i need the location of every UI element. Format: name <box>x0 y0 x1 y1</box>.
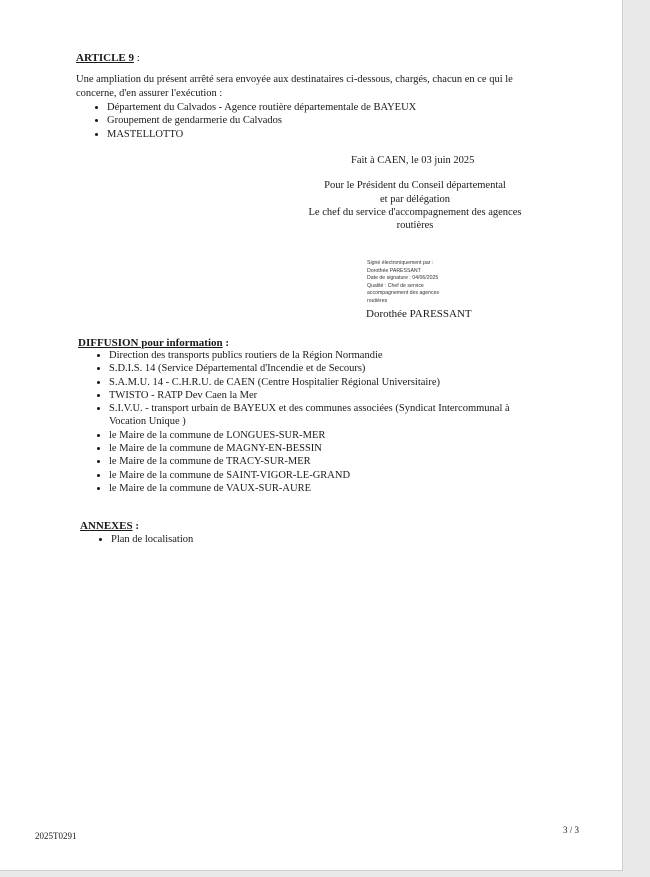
list-item: Groupement de gendarmerie du Calvados <box>93 114 416 127</box>
signature-line2: et par délégation <box>380 194 450 205</box>
list-item-continuation: Vocation Unique ) <box>109 416 186 428</box>
article-title-suffix: : <box>134 52 140 64</box>
diffusion-list <box>95 349 510 495</box>
signatory-name: Dorothée PARESSANT <box>366 308 472 320</box>
list-item: le Maire de la commune de VAUX-SUR-AURE <box>95 482 510 495</box>
annexes-title-suffix: : <box>132 520 139 532</box>
electronic-signature-stamp <box>367 260 439 305</box>
article-title: ARTICLE 9 <box>76 52 134 64</box>
article-intro-line2: concerne, d'en assurer l'exécution : <box>76 88 223 99</box>
annexes-heading <box>80 520 139 532</box>
signature-line3: Le chef du service d'accompagnement des agences <box>308 207 522 218</box>
article-intro-line1: Une ampliation du présent arrêté sera envoyée aux destinataires ci-dessous, chargés, chacun en ce qui le <box>76 74 513 85</box>
signature-place-date: Fait à CAEN, le 03 juin 2025 <box>351 155 475 166</box>
document-reference: 2025T0291 <box>35 831 77 841</box>
list-item-text: S.I.V.U. - transport urbain de BAYEUX et des communes associées (Syndicat Intercommunal à <box>109 403 510 415</box>
list-item: Plan de localisation <box>97 533 193 546</box>
annexes-list <box>97 533 193 546</box>
esig-line6: routières <box>367 297 388 304</box>
list-item: Département du Calvados - Agence routière départementale de BAYEUX <box>93 101 416 114</box>
esig-line4: Qualité : Chef de service <box>367 282 424 289</box>
signature-line1: Pour le Président du Conseil départemental <box>324 180 506 191</box>
list-item: le Maire de la commune de MAGNY-EN-BESSIN <box>95 442 510 455</box>
list-item: S.A.M.U. 14 - C.H.R.U. de CAEN (Centre Hospitalier Régional Universitaire) <box>95 376 510 389</box>
diffusion-heading <box>78 337 229 349</box>
esig-line2: Dorothée PARESSANT <box>367 267 421 274</box>
list-item: MASTELLOTTO <box>93 128 416 141</box>
list-item: le Maire de la commune de TRACY-SUR-MER <box>95 455 510 468</box>
list-item <box>95 402 510 429</box>
signature-line4: routières <box>396 220 434 231</box>
diffusion-title-suffix: : <box>222 337 230 349</box>
list-item: Direction des transports publics routiers de la Région Normandie <box>95 349 510 362</box>
esig-line5: accompagnement des agences <box>367 290 440 296</box>
esig-line1: Signé électroniquement par : <box>367 260 434 266</box>
list-item: TWISTO - RATP Dev Caen la Mer <box>95 389 510 402</box>
page-number: 3 / 3 <box>563 825 580 835</box>
diffusion-title: DIFFUSION pour information <box>78 337 223 349</box>
annexes-title: ANNEXES <box>80 520 133 532</box>
recipient-list <box>93 101 416 141</box>
article-heading <box>76 52 140 64</box>
list-item: le Maire de la commune de SAINT-VIGOR-LE-GRAND <box>95 469 510 482</box>
list-item: S.D.I.S. 14 (Service Départemental d'Incendie et de Secours) <box>95 362 510 375</box>
esig-line3: Date de signature : 04/06/2025 <box>367 275 439 281</box>
list-item: le Maire de la commune de LONGUES-SUR-MER <box>95 429 510 442</box>
